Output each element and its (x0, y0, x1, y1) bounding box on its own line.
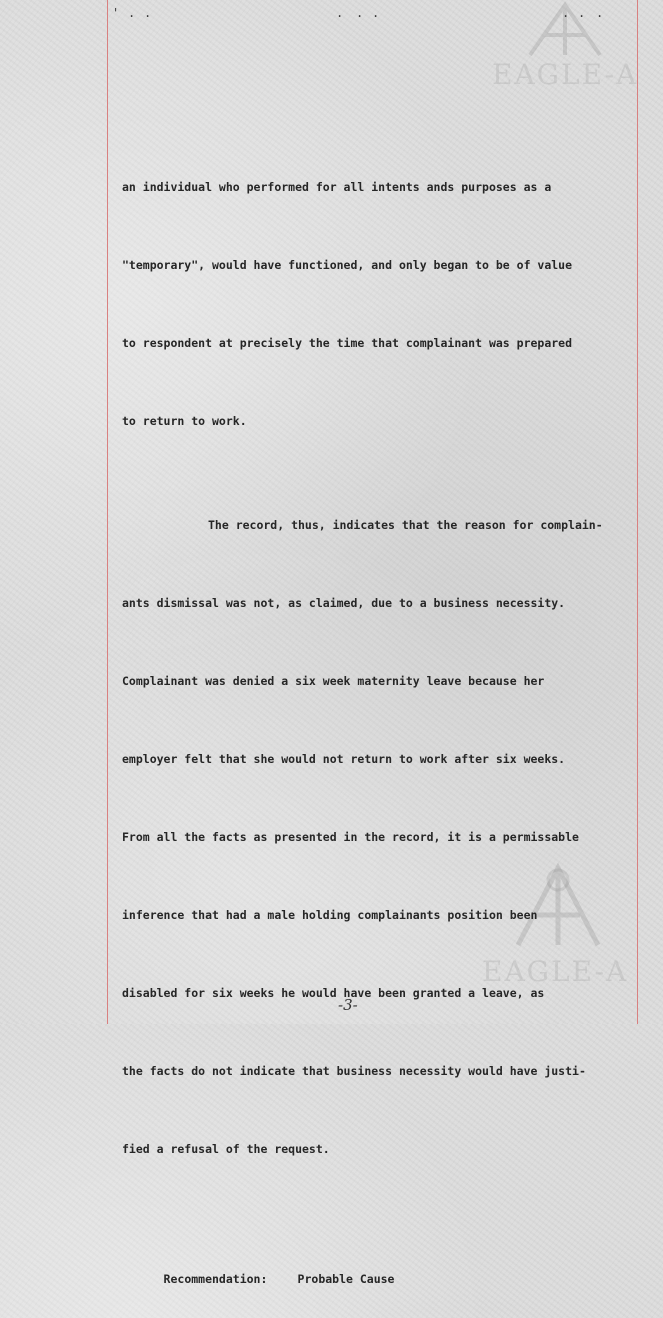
text-line: The record, thus, indicates that the reason for complain- (208, 518, 603, 532)
recommendation-label: Recommendation: (163, 1272, 268, 1286)
stray-mark: ' (112, 6, 120, 20)
stray-mark: . (372, 6, 380, 20)
text-line: fied a refusal of the request. (122, 1142, 330, 1156)
left-margin-rule (107, 0, 108, 1024)
text-line: inference that had a male holding complainants position been (122, 908, 538, 922)
text-line: Complainant was denied a six week maternity leave because her (122, 674, 545, 688)
stray-mark: . (596, 6, 604, 20)
text-line: employer felt that she would not return to work after six weeks. (122, 752, 566, 766)
recommendation-value: Probable Cause (297, 1272, 395, 1286)
text-line: to respondent at precisely the time that complainant was prepared (122, 336, 573, 350)
stray-mark: . (562, 6, 570, 20)
text-line: to return to work. (122, 414, 247, 428)
stray-mark: . (356, 6, 364, 20)
text-line: "temporary", would have functioned, and only began to be of value (122, 258, 573, 272)
page-number: -3- (338, 996, 358, 1014)
text-line: ants dismissal was not, as claimed, due to a business necessity. (122, 596, 566, 610)
top-edge-marks (110, 6, 610, 26)
stray-mark: . (578, 6, 586, 20)
watermark-brand-top: EAGLE-A (492, 58, 639, 91)
recommendation-line (122, 1240, 642, 1286)
text-line: disabled for six weeks he would have been granted a leave, as (122, 986, 545, 1000)
text-line: From all the facts as presented in the record, it is a permissable (122, 830, 579, 844)
document-body (122, 122, 642, 1318)
stray-mark: . (128, 6, 136, 20)
stray-mark: . (144, 6, 152, 20)
stray-mark: . (336, 6, 344, 20)
watermark-brand-bottom: EAGLE-A (482, 955, 629, 988)
text-line: an individual who performed for all intents ands purposes as a (122, 180, 552, 194)
text-line: the facts do not indicate that business necessity would have justi- (122, 1064, 586, 1078)
